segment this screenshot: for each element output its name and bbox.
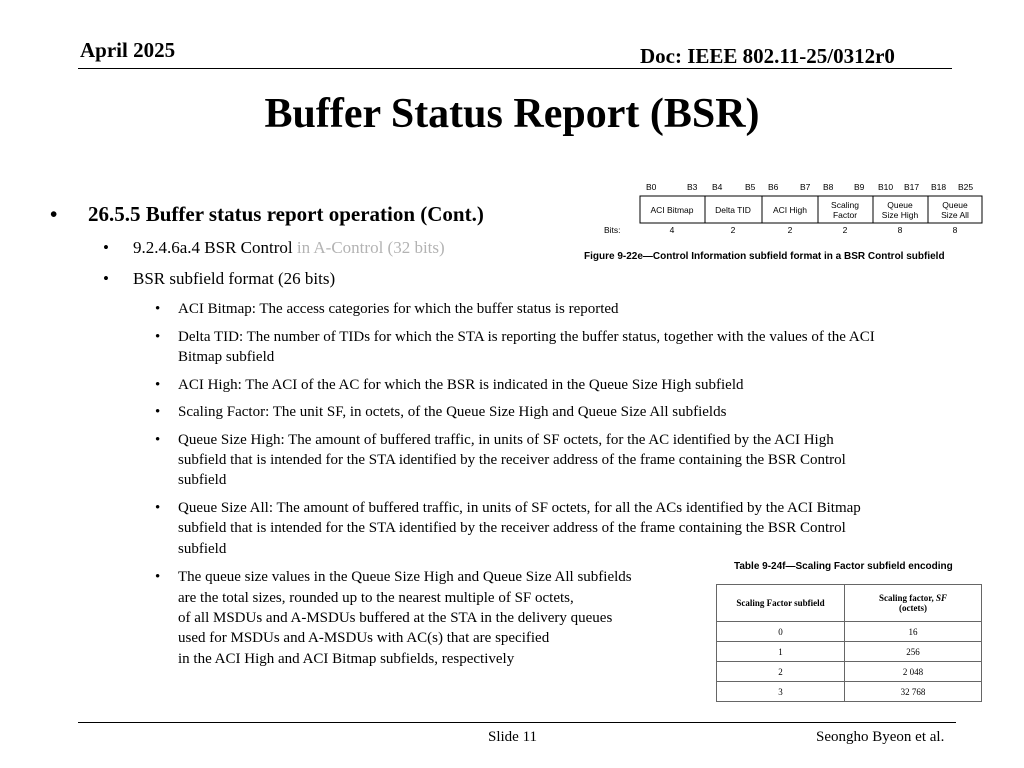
bullet-queue-size-values-cont: in the ACI High and ACI Bitmap subfields, respectively — [178, 651, 515, 667]
field-delta-tid: Delta TID — [715, 205, 751, 215]
bullet-queue-size-values-cont: used for MSDUs and A-MSDUs with AC(s) that are specified — [178, 630, 550, 646]
field-aci-bitmap: ACI Bitmap — [650, 205, 694, 215]
field-queue-size-high: Size High — [881, 210, 919, 220]
table-row — [717, 622, 982, 642]
bit-labels — [646, 182, 973, 192]
field-queue-size-high: Queue — [887, 200, 913, 210]
bullet-queue-size-all-cont: subfield — [178, 541, 227, 557]
bit-width: 8 — [897, 225, 903, 235]
bit-widths — [670, 225, 958, 235]
field-names — [651, 200, 970, 220]
footer-author: Seongho Byeon et al. — [816, 729, 945, 745]
bullet-queue-size-high: Queue Size High: The amount of buffered traffic, in units of SF octets, for the AC identified by the ACI High — [178, 432, 834, 448]
header-rule — [78, 68, 952, 69]
bullet-queue-size-values-cont: of all MSDUs and A-MSDUs buffered at the STA in the delivery queues — [178, 610, 613, 626]
bullet-queue-size-values-cont: are the total sizes, rounded up to the nearest multiple of SF octets, — [178, 590, 574, 606]
bullet-marker: • — [155, 329, 161, 345]
field-queue-size-all: Size All — [941, 210, 969, 220]
field-queue-size-all: Queue — [942, 200, 968, 210]
bit-label: B10 — [878, 182, 894, 192]
table-row — [717, 642, 982, 662]
field-scaling-factor: Scaling — [831, 200, 859, 210]
bullet-scaling-factor: Scaling Factor: The unit SF, in octets, of the Queue Size High and Queue Size All subfields — [178, 404, 727, 420]
bullet-queue-size-values: The queue size values in the Queue Size High and Queue Size All subfields — [178, 569, 632, 585]
col-header-subfield: Scaling Factor subfield — [717, 585, 845, 622]
bullet-l2-bsr-control — [133, 238, 445, 258]
bullet-aci-high: ACI High: The ACI of the AC for which the BSR is indicated in the Queue Size High subfield — [178, 377, 744, 393]
bit-label: B3 — [687, 182, 698, 192]
bit-width: 2 — [787, 225, 793, 235]
bullet-marker: • — [155, 432, 161, 448]
col-header-unit: (octets) — [899, 603, 927, 613]
bullet-marker: • — [155, 377, 161, 393]
header-doc-id: Doc: IEEE 802.11-25/0312r0 — [640, 44, 895, 68]
bullet-marker: • — [103, 238, 109, 257]
col-header-scaling-factor — [845, 585, 982, 622]
slide-title: Buffer Status Report (BSR) — [264, 91, 760, 137]
bit-label: B5 — [745, 182, 756, 192]
bsr-format-figure — [598, 180, 988, 240]
table-row — [717, 682, 982, 702]
field-aci-high: ACI High — [772, 205, 808, 215]
table-row — [717, 662, 982, 682]
bullet-queue-size-high-cont: subfield — [178, 472, 227, 488]
cell-factor: 2 048 — [845, 662, 982, 682]
bit-width: 2 — [842, 225, 848, 235]
bit-label: B18 — [931, 182, 947, 192]
bit-label: B25 — [958, 182, 974, 192]
scaling-factor-table — [716, 584, 982, 702]
col-header-sf: SF — [935, 593, 947, 603]
bullet-marker: • — [155, 404, 161, 420]
bullet-aci-bitmap: ACI Bitmap: The access categories for which the buffer status is reported — [178, 301, 619, 317]
bit-label: B7 — [800, 182, 811, 192]
header-date: April 2025 — [80, 38, 176, 62]
table-header-row — [717, 585, 982, 622]
slide-number: Slide 11 — [488, 729, 538, 745]
bit-width: 8 — [952, 225, 958, 235]
bullet-marker: • — [155, 301, 161, 317]
bullet-marker: • — [50, 202, 58, 226]
bit-label: B17 — [904, 182, 920, 192]
bit-label: B6 — [768, 182, 779, 192]
figure-caption: Figure 9-22e—Control Information subfield format in a BSR Control subfield — [584, 251, 945, 262]
bit-width: 4 — [669, 225, 675, 235]
bsr-control-muted: in A-Control (32 bits) — [296, 238, 445, 257]
cell-subfield: 0 — [717, 622, 845, 642]
cell-subfield: 3 — [717, 682, 845, 702]
bullet-marker: • — [155, 500, 161, 516]
bits-label: Bits: — [604, 225, 621, 235]
col-header-text: Scaling factor, — [879, 593, 936, 603]
cell-subfield: 2 — [717, 662, 845, 682]
bullet-l1: 26.5.5 Buffer status report operation (Cont.) — [88, 202, 484, 226]
cell-factor: 256 — [845, 642, 982, 662]
bullet-marker: • — [155, 569, 161, 585]
bsr-control-text: 9.2.4.6a.4 BSR Control — [133, 238, 297, 257]
bullet-queue-size-high-cont: subfield that is intended for the STA identified by the receiver address of the frame containing the BSR Control — [178, 452, 846, 468]
cell-factor: 32 768 — [845, 682, 982, 702]
bit-label: B4 — [712, 182, 723, 192]
bit-label: B0 — [646, 182, 657, 192]
cell-factor: 16 — [845, 622, 982, 642]
bit-width: 2 — [730, 225, 736, 235]
bullet-marker: • — [103, 269, 109, 288]
bullet-l2-format: BSR subfield format (26 bits) — [133, 269, 336, 288]
bullet-delta-tid-cont: Bitmap subfield — [178, 349, 275, 365]
bit-label: B9 — [854, 182, 865, 192]
footer-rule — [78, 722, 956, 723]
cell-subfield: 1 — [717, 642, 845, 662]
bullet-queue-size-all-cont: subfield that is intended for the STA identified by the receiver address of the frame containing the BSR Control — [178, 520, 846, 536]
bit-label: B8 — [823, 182, 834, 192]
bullet-queue-size-all: Queue Size All: The amount of buffered traffic, in units of SF octets, for all the ACs identified by the ACI Bitmap — [178, 500, 861, 516]
bullet-delta-tid: Delta TID: The number of TIDs for which the STA is reporting the buffer status, together with the values of the ACI — [178, 329, 875, 345]
table-caption: Table 9-24f—Scaling Factor subfield encoding — [734, 561, 953, 572]
field-scaling-factor: Factor — [832, 210, 858, 220]
